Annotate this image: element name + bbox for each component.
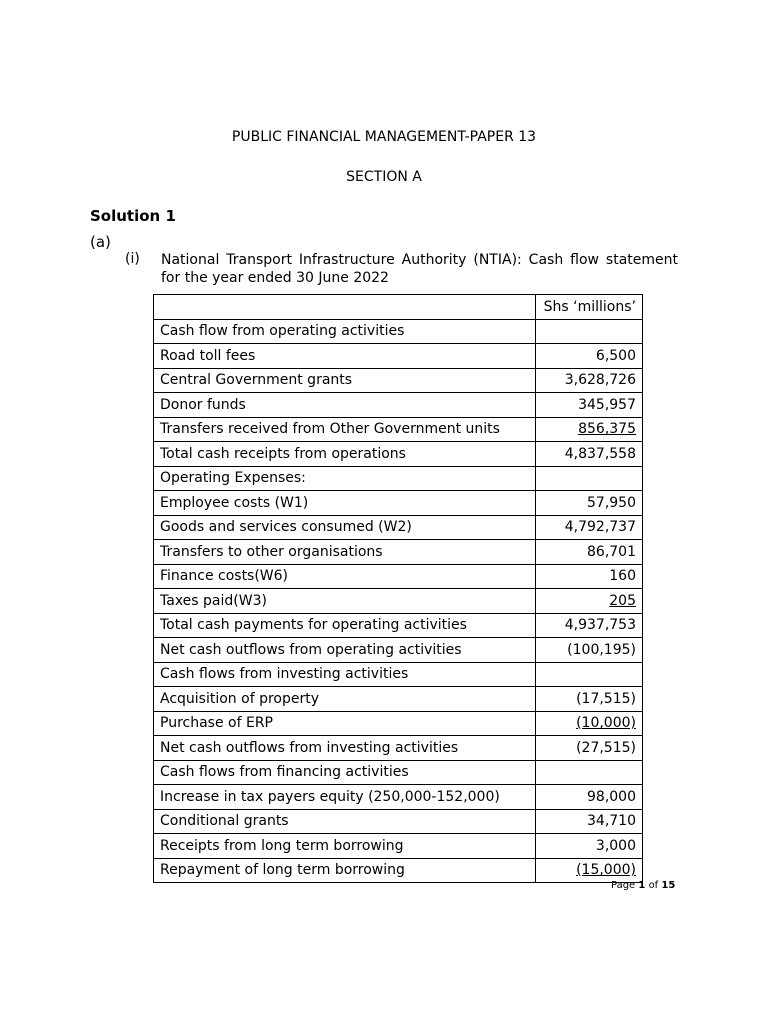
row-amount: [536, 858, 643, 883]
table-row: [154, 613, 643, 638]
row-amount: [536, 319, 643, 344]
row-label: Central Government grants: [154, 368, 536, 393]
row-amount: [536, 344, 643, 369]
row-amount: [536, 589, 643, 614]
table-row: [154, 638, 643, 663]
section-title: SECTION A: [346, 169, 422, 185]
header-label-cell: [154, 295, 536, 320]
row-amount-value: 34,710: [587, 813, 636, 830]
table-row: [154, 760, 643, 785]
row-amount-value: 57,950: [587, 494, 636, 511]
row-label: Total cash receipts from operations: [154, 442, 536, 467]
row-amount: [536, 491, 643, 516]
row-amount-value: 345,957: [578, 396, 636, 413]
part-label: (a): [90, 233, 111, 251]
row-amount: [536, 785, 643, 810]
table-row: [154, 711, 643, 736]
table-row: [154, 540, 643, 565]
row-amount: [536, 687, 643, 712]
row-label: Finance costs(W6): [154, 564, 536, 589]
table-row: [154, 491, 643, 516]
row-amount: [536, 760, 643, 785]
row-amount-value: 3,000: [595, 837, 636, 854]
row-amount-value: 98,000: [587, 788, 636, 805]
row-label: Cash flow from operating activities: [154, 319, 536, 344]
table-row: [154, 736, 643, 761]
row-amount-value: (27,515): [576, 739, 636, 756]
table-row: [154, 393, 643, 418]
row-label: Goods and services consumed (W2): [154, 515, 536, 540]
row-amount: [536, 540, 643, 565]
row-amount: [536, 834, 643, 859]
row-amount: [536, 564, 643, 589]
row-amount: [536, 711, 643, 736]
row-label: Taxes paid(W3): [154, 589, 536, 614]
row-label: Cash flows from investing activities: [154, 662, 536, 687]
row-amount-value: (17,515): [576, 690, 636, 707]
row-amount-value: 4,792,737: [564, 519, 636, 536]
row-amount-value: (15,000): [576, 862, 636, 879]
row-amount: [536, 417, 643, 442]
row-amount: [536, 393, 643, 418]
row-label: Donor funds: [154, 393, 536, 418]
row-label: Operating Expenses:: [154, 466, 536, 491]
row-amount-value: 86,701: [587, 543, 636, 560]
cash-flow-table: [153, 294, 643, 883]
row-label: Repayment of long term borrowing: [154, 858, 536, 883]
table-row: [154, 344, 643, 369]
row-amount: [536, 662, 643, 687]
table-header-row: [154, 295, 643, 320]
table-row: [154, 687, 643, 712]
table-row: [154, 809, 643, 834]
row-label: Receipts from long term borrowing: [154, 834, 536, 859]
table-row: [154, 417, 643, 442]
row-amount-value: 6,500: [595, 347, 636, 364]
row-label: Transfers to other organisations: [154, 540, 536, 565]
page-total: 15: [661, 880, 676, 891]
row-label: Net cash outflows from investing activities: [154, 736, 536, 761]
row-amount: [536, 368, 643, 393]
row-amount: [536, 809, 643, 834]
table-row: [154, 834, 643, 859]
table-row: [154, 442, 643, 467]
row-amount-value: (10,000): [576, 715, 636, 732]
solution-heading: Solution 1: [90, 207, 176, 225]
row-amount-value: (100,195): [567, 641, 636, 658]
table-row: [154, 515, 643, 540]
page-prefix: Page: [611, 880, 636, 891]
statement-heading: National Transport Infrastructure Authority (NTIA): Cash flow statement for the year ended 30 June 2022: [161, 252, 678, 286]
page-of: of: [648, 880, 659, 891]
page-number: [611, 880, 675, 891]
table-row: [154, 466, 643, 491]
row-amount: [536, 613, 643, 638]
page-current: 1: [638, 880, 646, 891]
row-label: Acquisition of property: [154, 687, 536, 712]
table-row: [154, 858, 643, 883]
row-amount-value: 4,837,558: [564, 445, 636, 462]
row-amount-value: 205: [609, 592, 636, 609]
row-label: Increase in tax payers equity (250,000-152,000): [154, 785, 536, 810]
row-label: Transfers received from Other Government units: [154, 417, 536, 442]
row-amount: [536, 515, 643, 540]
table-row: [154, 662, 643, 687]
table-row: [154, 368, 643, 393]
row-label: Net cash outflows from operating activities: [154, 638, 536, 663]
unit-header-cell: Shs ‘millions’: [536, 295, 643, 320]
table-row: [154, 785, 643, 810]
table-row: [154, 564, 643, 589]
row-amount: [536, 638, 643, 663]
table-row: [154, 589, 643, 614]
row-amount-value: 160: [609, 568, 636, 585]
row-label: Cash flows from financing activities: [154, 760, 536, 785]
row-label: Conditional grants: [154, 809, 536, 834]
subpart-label: (i): [125, 251, 140, 267]
row-label: Total cash payments for operating activities: [154, 613, 536, 638]
row-amount-value: 856,375: [578, 421, 636, 438]
row-amount: [536, 442, 643, 467]
row-amount-value: 4,937,753: [564, 617, 636, 634]
document-title: PUBLIC FINANCIAL MANAGEMENT-PAPER 13: [231, 129, 537, 145]
row-amount-value: 3,628,726: [564, 372, 636, 389]
row-label: Employee costs (W1): [154, 491, 536, 516]
row-amount: [536, 466, 643, 491]
row-label: Purchase of ERP: [154, 711, 536, 736]
row-amount: [536, 736, 643, 761]
cash-flow-table-body: [154, 295, 643, 883]
row-label: Road toll fees: [154, 344, 536, 369]
table-row: [154, 319, 643, 344]
